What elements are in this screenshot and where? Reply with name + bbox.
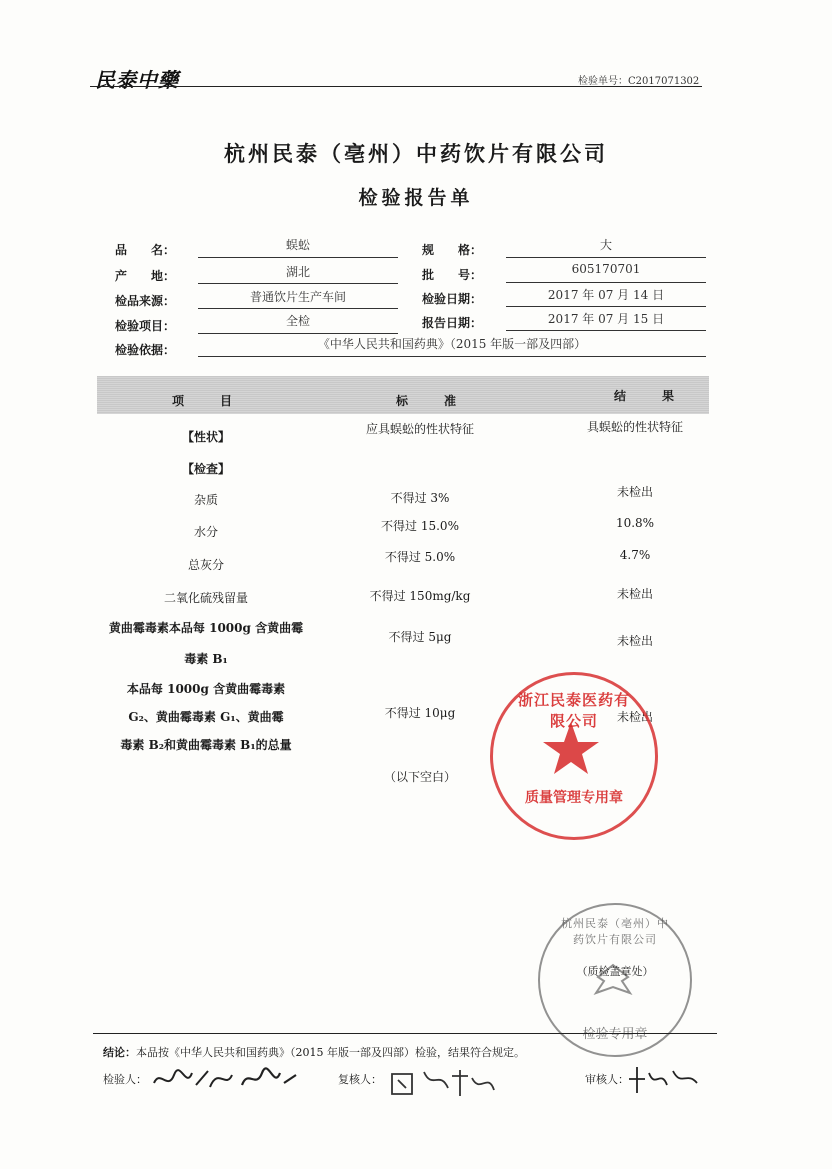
basis-underline — [198, 356, 706, 357]
row-item-ash: 总灰分 — [187, 558, 224, 572]
column-header-item: 项 目 — [172, 394, 245, 408]
reviewer-signature — [388, 1066, 498, 1105]
report-date-underline — [506, 330, 706, 331]
row-item-aflatoxin-total-line3: 毒素 B₂和黄曲霉毒素 B₁的总量 — [120, 738, 292, 752]
conclusion-label: 结论： — [103, 1046, 136, 1059]
row-result-aflatoxin-b1: 未检出 — [616, 634, 653, 648]
spec-value: 大 — [599, 238, 612, 252]
batch-value: 605170701 — [571, 262, 641, 276]
header-divider — [90, 86, 702, 87]
row-result-moisture: 10.8% — [615, 516, 655, 530]
row-standard-impurity: 不得过 3% — [390, 491, 450, 505]
origin-underline — [198, 283, 398, 284]
row-result-aflatoxin-total: 未检出 — [616, 710, 653, 724]
name-underline — [198, 257, 398, 258]
company-logo: 民泰中藥 — [95, 68, 179, 92]
test-date-value: 2017 年 07 月 14 日 — [547, 288, 665, 302]
seal-placement-note: （质检盖章处） — [576, 965, 654, 978]
basis-value: 《中华人民共和国药典》（2015 年版一部及四部） — [317, 337, 587, 351]
inspector-signature — [150, 1063, 300, 1100]
row-item-aflatoxin-total-line2: G₂、黄曲霉毒素 G₁、黄曲霉 — [128, 710, 284, 724]
reviewer-label: 复核人： — [338, 1073, 382, 1086]
report-number — [578, 72, 699, 87]
source-label: 检品来源： — [115, 294, 176, 308]
inspector-label: 检验人： — [103, 1073, 147, 1086]
approver-label: 审核人： — [585, 1073, 629, 1086]
footer-divider — [93, 1033, 717, 1034]
approver-signature-scribble — [625, 1063, 705, 1095]
basis-label: 检验依据： — [115, 343, 176, 357]
origin-value: 湖北 — [285, 265, 310, 279]
conclusion — [103, 1044, 525, 1060]
row-standard-ash: 不得过 5.0% — [384, 550, 456, 564]
report-number-label: 检验单号： — [578, 76, 628, 87]
name-value: 蜈蚣 — [285, 238, 310, 252]
grey-seal-ring-text: 杭州民泰（亳州）中药饮片有限公司 — [561, 917, 669, 946]
row-item-aflatoxin-total-line1: 本品每 1000g 含黄曲霉毒素 — [126, 682, 286, 696]
row-item-appearance: 【性状】 — [181, 430, 230, 444]
row-result-so2: 未检出 — [616, 587, 653, 601]
column-header-standard: 标 准 — [396, 394, 469, 408]
row-standard-aflatoxin-b1: 不得过 5μg — [388, 630, 452, 644]
row-item-aflatoxin-b1-line1: 黄曲霉毒素本品每 1000g 含黄曲霉 — [108, 621, 304, 635]
name-label: 品 名： — [115, 243, 176, 257]
spec-underline — [506, 257, 706, 258]
inspector-signature-scribble — [150, 1063, 300, 1095]
company-name: 杭州民泰（亳州）中药饮片有限公司 — [224, 141, 608, 166]
spec-label: 规 格： — [422, 243, 483, 257]
item-underline — [198, 333, 398, 334]
column-header-result: 结 果 — [614, 389, 687, 403]
row-item-inspection: 【检查】 — [181, 462, 230, 476]
item-label: 检验项目： — [115, 319, 176, 333]
red-seal-center-text: 质量管理专用章 — [525, 790, 623, 806]
row-result-impurity: 未检出 — [616, 485, 653, 499]
row-standard-appearance: 应具蜈蚣的性状特征 — [365, 422, 474, 436]
document-title: 检验报告单 — [358, 187, 474, 209]
batch-underline — [506, 282, 706, 283]
source-value: 普通饮片生产车间 — [249, 290, 346, 304]
row-standard-so2: 不得过 150mg/kg — [369, 589, 471, 603]
row-item-moisture: 水分 — [193, 525, 218, 539]
row-item-so2: 二氧化硫残留量 — [163, 591, 248, 605]
row-result-ash: 4.7% — [619, 548, 651, 562]
row-standard-moisture: 不得过 15.0% — [381, 519, 459, 533]
source-underline — [198, 308, 398, 309]
batch-label: 批 号： — [422, 268, 483, 282]
report-number-value: C2017071302 — [628, 76, 700, 87]
row-standard-aflatoxin-total: 不得过 10μg — [384, 706, 456, 720]
reviewer-signature-scribble — [388, 1066, 498, 1100]
quality-seal-stamp — [490, 672, 658, 840]
blank-note: （以下空白） — [383, 770, 456, 784]
item-value: 全检 — [285, 314, 310, 328]
row-item-aflatoxin-b1-line2: 毒素 B₁ — [184, 652, 228, 666]
origin-label: 产 地： — [115, 269, 176, 283]
red-seal-ring-text: 浙江民泰医药有限公司 — [517, 691, 630, 730]
report-date-label: 报告日期： — [422, 316, 483, 330]
row-item-impurity: 杂质 — [193, 493, 218, 507]
report-date-value: 2017 年 07 月 15 日 — [547, 312, 665, 326]
grey-seal-bottom-text: 检验专用章 — [582, 1027, 648, 1042]
conclusion-text: 本品按《中华人民共和国药典》（2015 年版一部及四部）检验，结果符合规定。 — [136, 1046, 525, 1059]
test-date-underline — [506, 306, 706, 307]
row-result-appearance: 具蜈蚣的性状特征 — [586, 420, 683, 434]
test-date-label: 检验日期： — [422, 292, 483, 306]
approver-signature — [625, 1063, 705, 1100]
